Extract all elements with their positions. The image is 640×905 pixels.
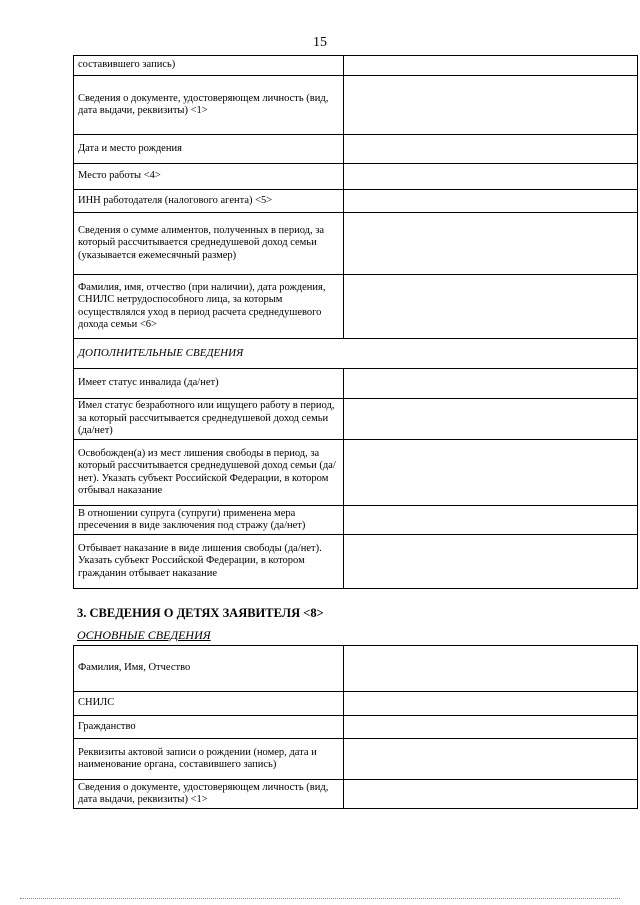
field-value-cell[interactable]: [344, 780, 638, 809]
field-value-cell[interactable]: [344, 190, 638, 213]
field-value-cell[interactable]: [344, 76, 638, 135]
field-value-cell[interactable]: [344, 506, 638, 535]
field-value-cell[interactable]: [344, 275, 638, 339]
field-label: Сведения о документе, удостоверяющем личность (вид, дата выдачи, реквизиты) <1>: [74, 780, 344, 809]
field-label: Реквизиты актовой записи о рождении (номер, дата и наименование органа, составившего запись): [74, 739, 344, 780]
field-label: ИНН работодателя (налогового агента) <5>: [74, 190, 344, 213]
field-label: СНИЛС: [74, 692, 344, 716]
table-row: [74, 646, 638, 692]
field-label: Место работы <4>: [74, 164, 344, 190]
field-value-cell[interactable]: [344, 213, 638, 275]
table-row: [74, 716, 638, 739]
table-row: [74, 190, 638, 213]
field-label: Сведения о сумме алиментов, полученных в период, за который рассчитывается среднедушевой доход семьи (указывается ежемесячный размер): [74, 213, 344, 275]
field-label: Гражданство: [74, 716, 344, 739]
field-value-cell[interactable]: [344, 646, 638, 692]
field-value-cell[interactable]: [344, 716, 638, 739]
table-row: [74, 135, 638, 164]
field-label: Дата и место рождения: [74, 135, 344, 164]
field-label: В отношении супруга (супруги) применена мера пресечения в виде заключения под стражу (да/нет): [74, 506, 344, 535]
page-number: 15: [313, 35, 327, 50]
field-label: Фамилия, Имя, Отчество: [74, 646, 344, 692]
table-row: [74, 76, 638, 135]
field-label: Фамилия, имя, отчество (при наличии), дата рождения, СНИЛС нетрудоспособного лица, за которым осуществлялся уход в период расчета среднедушевого дохода семьи <6>: [74, 275, 344, 339]
section-heading: ДОПОЛНИТЕЛЬНЫЕ СВЕДЕНИЯ: [74, 339, 638, 369]
table-row: [74, 506, 638, 535]
table-row: [74, 213, 638, 275]
field-value-cell[interactable]: [344, 399, 638, 440]
table-row: [74, 739, 638, 780]
section-title: 3. СВЕДЕНИЯ О ДЕТЯХ ЗАЯВИТЕЛЯ <8>: [77, 606, 324, 620]
field-value-cell[interactable]: [344, 739, 638, 780]
field-label: Имеет статус инвалида (да/нет): [74, 369, 344, 399]
table-row: [74, 399, 638, 440]
field-value-cell[interactable]: [344, 535, 638, 589]
field-label: Освобожден(а) из мест лишения свободы в период, за который рассчитывается среднедушевой доход семьи (да/нет). Указать субъект Российской Федерации, в котором отбывал наказание: [74, 440, 344, 506]
field-value-cell[interactable]: [344, 56, 638, 76]
table-row: [74, 369, 638, 399]
field-label: Имел статус безработного или ищущего работу в период, за который рассчитывается среднедушевой доход семьи (да/нет): [74, 399, 344, 440]
field-value-cell[interactable]: [344, 369, 638, 399]
field-value-cell[interactable]: [344, 135, 638, 164]
field-value-cell[interactable]: [344, 692, 638, 716]
field-label: Сведения о документе, удостоверяющем личность (вид, дата выдачи, реквизиты) <1>: [74, 76, 344, 135]
table-row: [74, 535, 638, 589]
subsection-title: ОСНОВНЫЕ СВЕДЕНИЯ: [77, 628, 211, 642]
table-row: [74, 780, 638, 809]
table-row: [74, 275, 638, 339]
field-label: составившего запись): [74, 56, 344, 76]
table-row: [74, 164, 638, 190]
table-row: [74, 440, 638, 506]
table-row: [74, 692, 638, 716]
table-row: [74, 339, 638, 369]
page-bottom-rule: [20, 898, 620, 899]
field-label: Отбывает наказание в виде лишения свободы (да/нет). Указать субъект Российской Федерации, в котором гражданин отбывает наказание: [74, 535, 344, 589]
field-value-cell[interactable]: [344, 164, 638, 190]
field-value-cell[interactable]: [344, 440, 638, 506]
spouse-info-table: [73, 55, 638, 589]
table-row: [74, 56, 638, 76]
children-info-table: [73, 645, 638, 809]
